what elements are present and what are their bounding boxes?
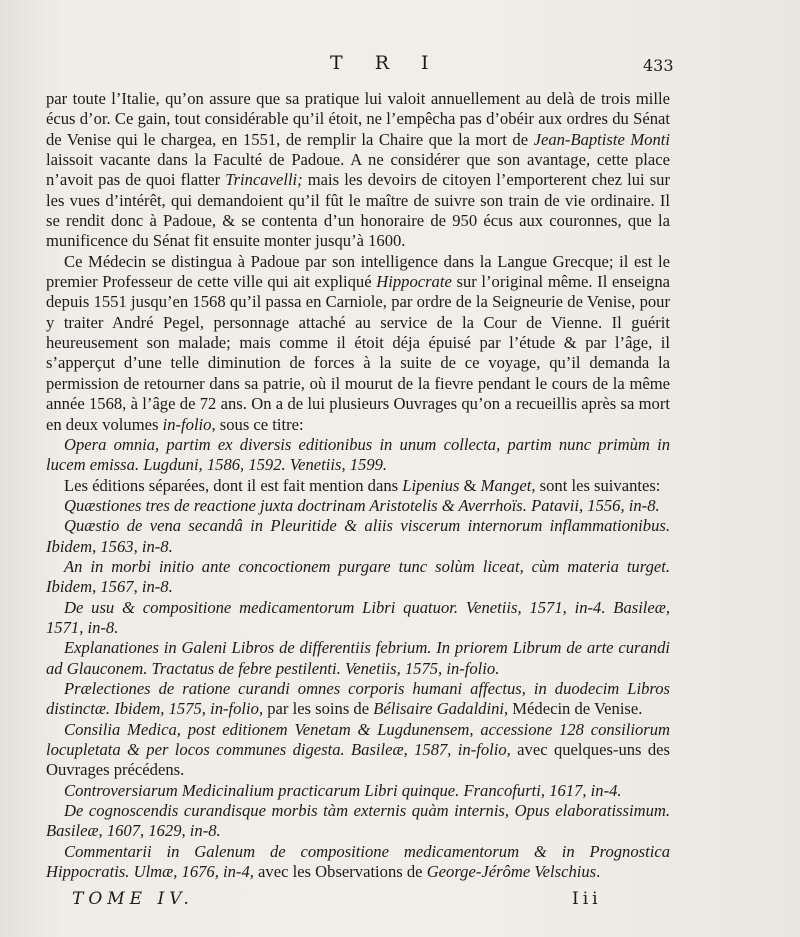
- bibliography-entry: Explanationes in Galeni Libros de differentiis febrium. In priorem Librum de arte curandi ad Glauconem. Tractatus de febre pestilenti. Venetiis, 1575, in-folio.: [46, 638, 670, 678]
- page-number: 433: [643, 56, 674, 75]
- bibliography-entry: De cognoscendis curandisque morbis tàm externis quàm internis, Opus elaboratissimum. Basileæ, 1607, 1629, in-8.: [46, 801, 670, 841]
- opera-omnia-title: Opera omnia, partim ex diversis editionibus in unum collecta, partim nunc primùm in lucem emissa. Lugduni, 1586, 1592. Venetiis, 1599.: [46, 434, 670, 475]
- bibliography-entry: Prælectiones de ratione curandi omnes corporis humani affectus, in duodecim Libros distinctæ. Ibidem, 1575, in-folio, par les soins de Bélisaire Gadaldini, Médecin de Venise.: [46, 678, 670, 719]
- volume-label: TOME IV.: [72, 889, 194, 909]
- bibliography-entry: An in morbi initio ante concoctionem purgare tunc solùm liceat, cùm materia turget. Ibidem, 1567, in-8.: [46, 556, 670, 597]
- main-text: [46, 89, 670, 882]
- running-title: T R I: [330, 52, 442, 74]
- bibliography-entry: Commentarii in Galenum de compositione medicamentorum & in Prognostica Hippocratis. Ulmæ, 1676, in-4, avec les Observations de George-Jérôme Velschius.: [46, 841, 670, 882]
- bibliography-entry: Consilia Medica, post editionem Venetam & Lugdunensem, accessione 128 consiliorum locupletata & per locos communes digesta. Basileæ, 1587, in-folio, avec quelques-uns des Ouvrages précédens.: [46, 719, 670, 780]
- bibliography-entry: Quæstiones tres de reactione juxta doctrinam Aristotelis & Averrhoïs. Patavii, 1556, in-8.: [64, 495, 660, 515]
- paragraph-career: par toute l’Italie, qu’on assure que sa pratique lui valoit annuellement au delà de trois mille écus d’or. Ce gain, tout considérable qu’il étoit, ne l’empêcha pas d’obéir aux ordres du Sénat de Venise qui le chargea, en 1551, de remplir la Chaire que la mort de Jean-Baptiste Monti laissoit vacante dans la Faculté de Padoue. A ne considérer que son avantage, cette place n’avoit pas de quoi flatter Trincavelli; mais les devoirs de citoyen l’emporterent chez lui sur les vues d’intérêt, qui demandoient qu’il fût le maître de suivre son train de vie ordinaire. Il se rendit donc à Padoue, & se contenta d’un honoraire de 950 écus aux couronnes, que la munificence du Sénat fit ensuite monter jusqu’à 1600.: [46, 89, 670, 251]
- bibliography-entry: Quæstio de vena secandâ in Pleuritide & aliis viscerum internorum inflammationibus. Ibidem, 1563, in-8.: [46, 516, 670, 556]
- running-head: [0, 52, 800, 82]
- signature-mark: Iii: [572, 889, 602, 909]
- paragraph-separate-editions: Les éditions séparées, dont il est fait mention dans Lipenius & Manget, sont les suivantes:: [64, 475, 661, 495]
- paragraph-padua: Ce Médecin se distingua à Padoue par son intelligence dans la Langue Grecque; il est le premier Professeur de cette ville qui ait expliqué Hippocrate sur l’original même. Il enseigna depuis 1551 jusqu’en 1568 qu’il passa en Carniole, par ordre de la Seigneurie de Venise, pour y traiter André Pegel, personnage attaché au service de la Cour de Vienne. Il guérit heureusement son malade; mais comme il étoit déja épuisé par l’étude & par l’âge, il s’apperçut d’une telle diminution de forces à la suite de ce voyage, qu’il demanda la permission de retourner dans sa patrie, où il mourut de la fievre pendant le cours de la même année 1568, à l’âge de 72 ans. On a de lui plusieurs Ouvrages qu’on a recueillis après sa mort en deux volumes in-folio, sous ce titre:: [46, 251, 671, 434]
- bibliography-entry: Controversiarum Medicinalium practicarum Libri quinque. Francofurti, 1617, in-4.: [64, 780, 622, 800]
- page-footer: [0, 889, 800, 915]
- bibliography-entry: De usu & compositione medicamentorum Libri quatuor. Venetiis, 1571, in-4. Basileæ, 1571, in-8.: [46, 597, 670, 637]
